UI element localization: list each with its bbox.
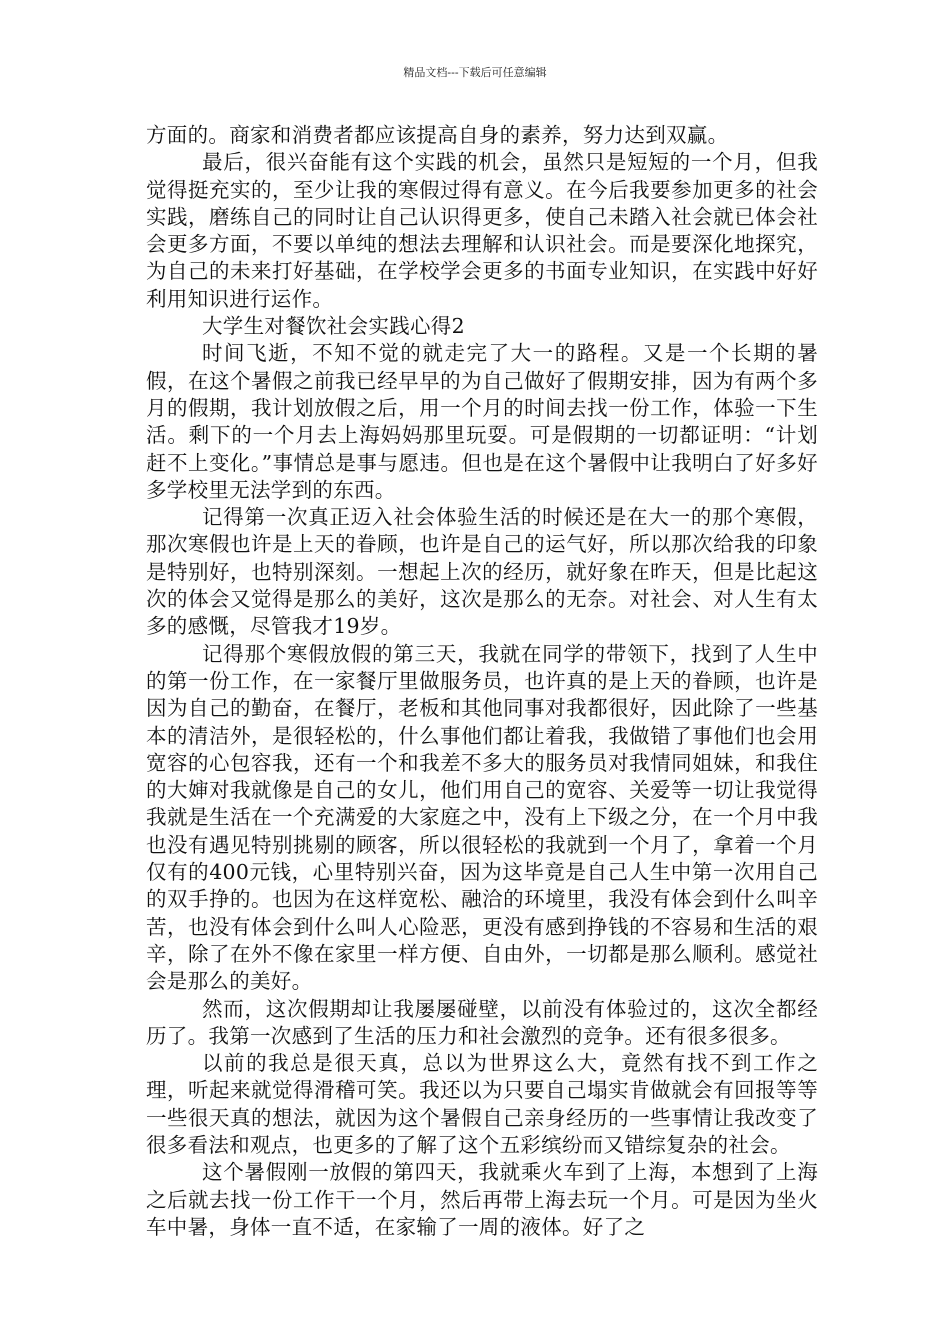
paragraph: 这个暑假刚一放假的第四天，我就乘火车到了上海，本想到了上海之后就去找一份工作干一个月，然后再带上海去玩一个月。可是因为坐火车中暑，身体一直不适，在家输了一周的液体。好了之 xyxy=(146,1160,818,1239)
document-body xyxy=(146,122,818,1241)
paragraph: 记得那个寒假放假的第三天，我就在同学的带领下，找到了人生中的第一份工作，在一家餐厅里做服务员，也许真的是上天的眷顾，也许是因为自己的勤奋，在餐厅，老板和其他同事对我都很好，因此除了一些基本的清洁外，是很轻松的，什么事他们都让着我，我做错了事他们也会用宽容的心包容我，还有一个和我差不多大的服务员对我情同姐妹，和我住的大婶对我就像是自己的女儿，他们用自己的宽容、关爱等一切让我觉得我就是生活在一个充满爱的大家庭之中，没有上下级之分，在一个月中我也没有遇见特别挑剔的顾客，所以很轻松的我就到一个月了，拿着一个月仅有的400元钱，心里特别兴奋，因为这毕竟是自己人生中第一次用自己的双手挣的。也因为在这样宽松、融洽的环境里，我没有体会到什么叫辛苦，也没有体会到什么叫人心险恶，更没有感到挣钱的不容易和生活的艰辛，除了在外不像在家里一样方便、自由外，一切都是那么顺利。感觉社会是那么的美好。 xyxy=(146,641,818,994)
paragraph: 然而，这次假期却让我屡屡碰壁，以前没有体验过的，这次全都经历了。我第一次感到了生活的压力和社会激烈的竞争。还有很多很多。 xyxy=(146,996,818,1048)
page-header: 精品文档---下载后可任意编辑 xyxy=(403,66,547,79)
section-title: 大学生对餐饮社会实践心得2 xyxy=(202,314,465,339)
paragraph: 最后，很兴奋能有这个实践的机会，虽然只是短短的一个月，但我觉得挺充实的，至少让我的寒假过得有意义。在今后我要参加更多的社会实践，磨练自己的同时让自己认识得更多，使自己未踏入社会就已体会社会更多方面，不要以单纯的想法去理解和认识社会。而是要深化地探究，为自己的未来打好基础，在学校学会更多的书面专业知识，在实践中好好利用知识进行运作。 xyxy=(146,150,818,311)
paragraph-continuation: 方面的。商家和消费者都应该提高自身的素养，努力达到双赢。 xyxy=(146,123,729,147)
paragraph: 时间飞逝，不知不觉的就走完了大一的路程。又是一个长期的暑假，在这个暑假之前我已经早早的为自己做好了假期安排，因为有两个多月的假期，我计划放假之后，用一个月的时间去找一份工作，体验一下生活。剩下的一个月去上海妈妈那里玩耍。可是假期的一切都证明：“计划赶不上变化。”事情总是事与愿违。但也是在这个暑假中让我明白了好多好多学校里无法学到的东西。 xyxy=(146,341,818,502)
paragraph: 以前的我总是很天真，总以为世界这么大，竟然有找不到工作之理，听起来就觉得滑稽可笑。我还以为只要自己塌实肯做就会有回报等等一些很天真的想法，就因为这个暑假自己亲身经历的一些事情让我改变了很多看法和观点，也更多的了解了这个五彩缤纷而又错综复杂的社会。 xyxy=(146,1051,818,1157)
paragraph: 记得第一次真正迈入社会体验生活的时候还是在大一的那个寒假，那次寒假也许是上天的眷顾，也许是自己的运气好，所以那次给我的印象是特别好，也特别深刻。一想起上次的经历，就好象在昨天，但是比起这次的体会又觉得是那么的美好，这次是那么的无奈。对社会、对人生有太多的感慨，尽管我才19岁。 xyxy=(146,505,818,639)
